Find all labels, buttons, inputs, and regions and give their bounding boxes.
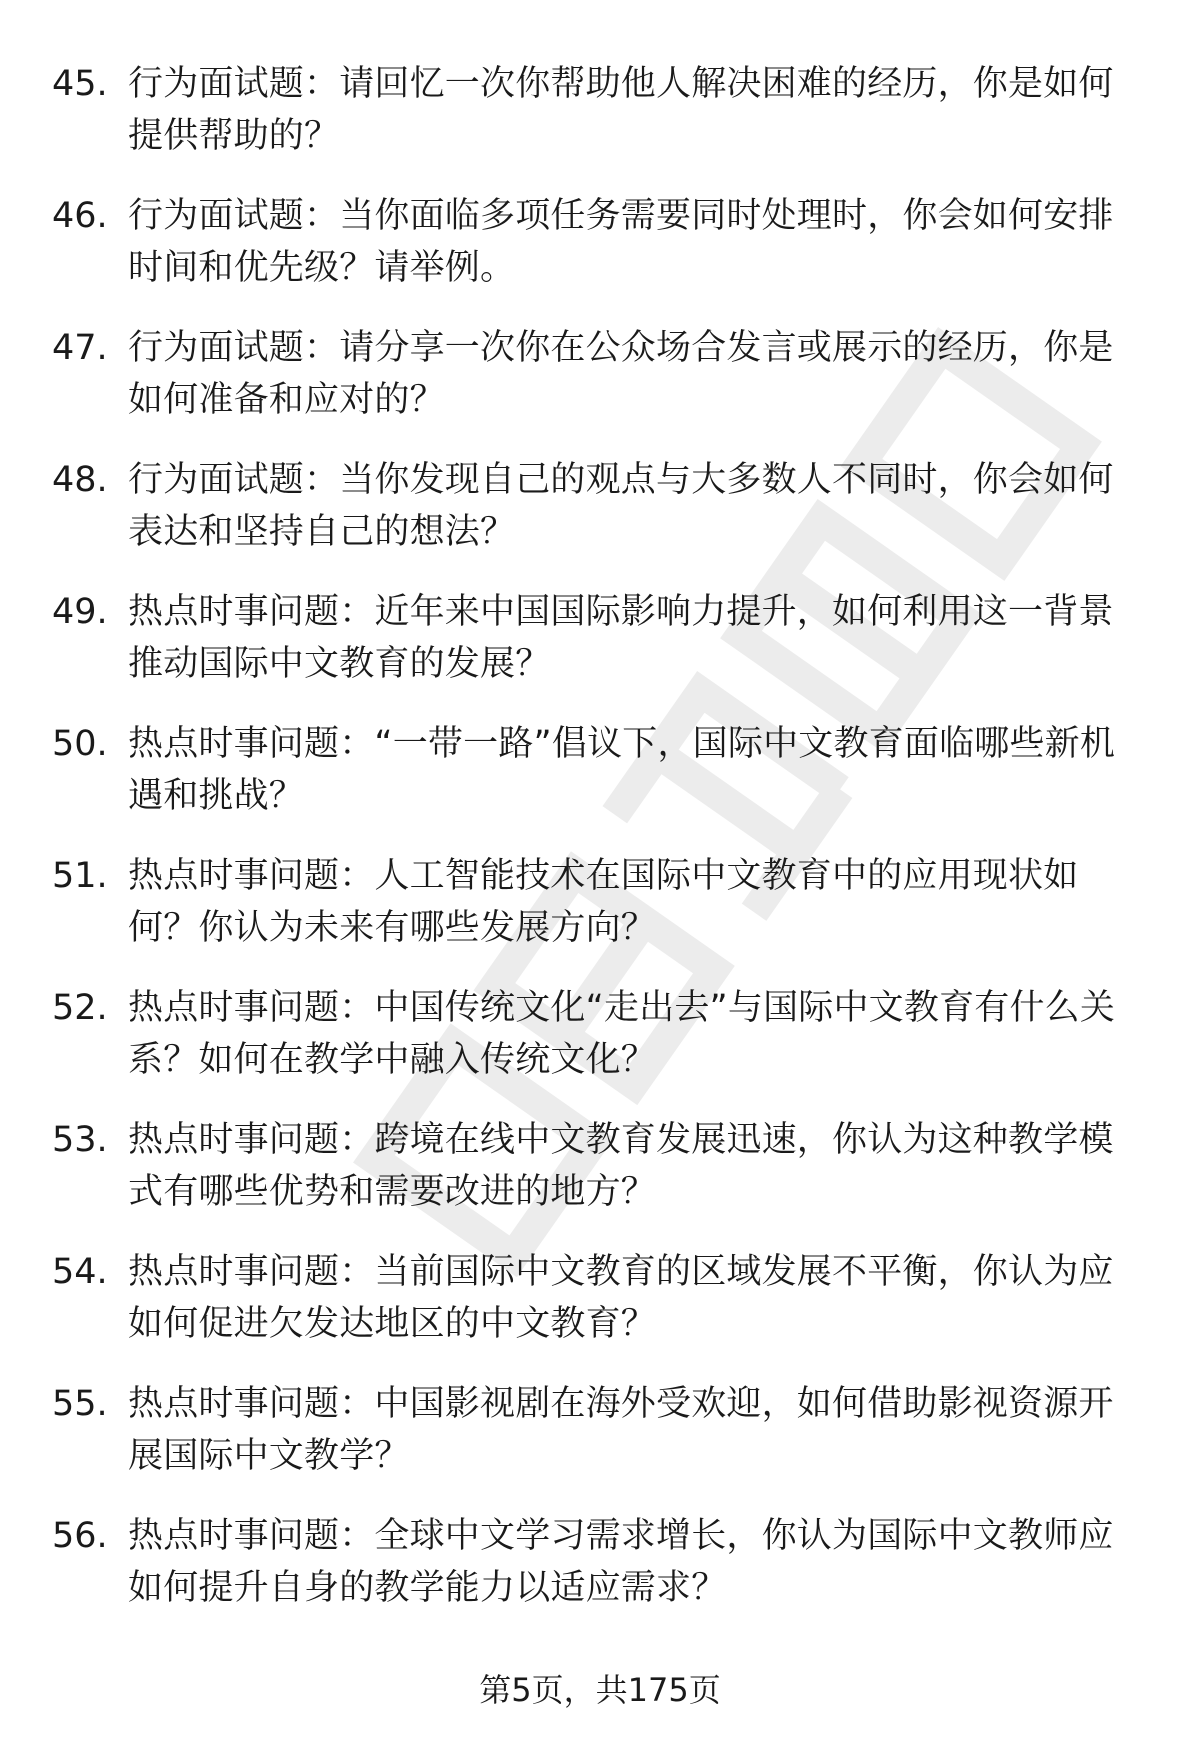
question-text: 热点时事问题：当前国际中文教育的区域发展不平衡，你认为应如何促进欠发达地区的中文教育？ <box>128 1252 1114 1344</box>
question-number: 54. <box>52 1252 108 1292</box>
question-text: 热点时事问题：中国传统文化“走出去”与国际中文教育有什么关系？如何在教学中融入传统文化？ <box>128 988 1116 1080</box>
question-number: 53. <box>52 1120 108 1160</box>
question-text: 行为面试题：当你面临多项任务需要同时处理时，你会如何安排时间和优先级？请举例。 <box>128 196 1114 288</box>
question-text: 热点时事问题：中国影视剧在海外受欢迎，如何借助影视资源开展国际中文教学？ <box>128 1384 1114 1476</box>
list-item <box>0 58 1200 190</box>
list-item <box>0 1378 1200 1510</box>
question-number: 46. <box>52 196 108 236</box>
question-text: 热点时事问题：全球中文学习需求增长，你认为国际中文教师应如何提升自身的教学能力以适应需求？ <box>128 1516 1114 1608</box>
question-number: 47. <box>52 328 108 368</box>
question-number: 55. <box>52 1384 108 1424</box>
question-number: 48. <box>52 460 108 500</box>
list-item <box>0 982 1200 1114</box>
question-text: 热点时事问题：“一带一路”倡议下，国际中文教育面临哪些新机遇和挑战？ <box>128 724 1116 816</box>
question-number: 56. <box>52 1516 108 1556</box>
question-text: 热点时事问题：人工智能技术在国际中文教育中的应用现状如何？你认为未来有哪些发展方向？ <box>128 856 1079 948</box>
page-number-footer: 第5页，共175页 <box>479 1671 721 1709</box>
question-number: 49. <box>52 592 108 632</box>
question-text: 行为面试题：请分享一次你在公众场合发言或展示的经历，你是如何准备和应对的？ <box>128 328 1114 420</box>
question-number: 50. <box>52 724 108 764</box>
list-item <box>0 454 1200 586</box>
list-item <box>0 586 1200 718</box>
question-list <box>0 58 1200 1642</box>
list-item <box>0 1246 1200 1378</box>
question-number: 52. <box>52 988 108 1028</box>
question-text: 热点时事问题：跨境在线中文教育发展迅速，你认为这种教学模式有哪些优势和需要改进的地方？ <box>128 1120 1114 1212</box>
list-item <box>0 718 1200 850</box>
question-number: 45. <box>52 64 108 104</box>
list-item <box>0 190 1200 322</box>
question-text: 行为面试题：请回忆一次你帮助他人解决困难的经历，你是如何提供帮助的？ <box>128 64 1114 156</box>
list-item <box>0 322 1200 454</box>
question-text: 行为面试题：当你发现自己的观点与大多数人不同时，你会如何表达和坚持自己的想法？ <box>128 460 1114 552</box>
question-text: 热点时事问题：近年来中国国际影响力提升，如何利用这一背景推动国际中文教育的发展？ <box>128 592 1114 684</box>
question-number: 51. <box>52 856 108 896</box>
list-item <box>0 850 1200 982</box>
list-item <box>0 1114 1200 1246</box>
list-item <box>0 1510 1200 1642</box>
